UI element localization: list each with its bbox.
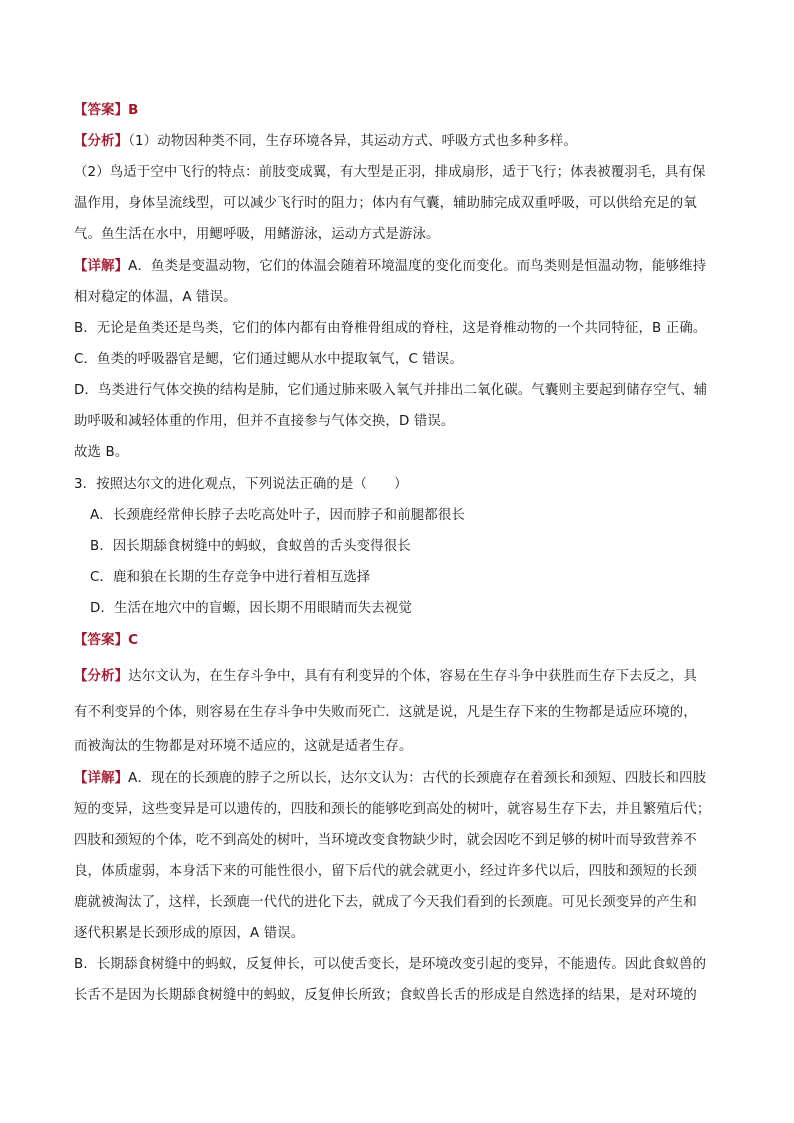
analysis-text: 达尔文认为，在生存斗争中，具有有利变异的个体，容易在生存斗争中获胜而生存下去反之，具 [128, 669, 697, 684]
detail-3-b-line-1: B．长期舔食树缝中的蚂蚁，反复伸长，可以使舌变长，是环境改变引起的变异，不能遗传。因此食蚁兽的 [74, 957, 707, 972]
detail-1-a-line-1 [74, 258, 734, 276]
detail-1-b-line: B．无论是鱼类还是鸟类，它们的体内都有由脊椎骨组成的脊柱，这是脊椎动物的一个共同特征，B 正确。 [74, 321, 707, 336]
answer-tag: 【答案】 [74, 103, 129, 118]
detail-3-a-line-2: 短的变异，这些变异是可以遗传的，四肢和颈长的能够吃到高处的树叶，就容易生存下去，并且繁殖后代； [74, 802, 711, 817]
detail-1-d-line-2: 助呼吸和减轻体重的作用，但并不直接参与气体交换，D 错误。 [74, 414, 455, 429]
analysis-1-p2-line-1: （2）鸟适于空中飞行的特点：前肢变成翼，有大型是正羽，排成扇形，适于飞行；体表被覆羽毛，具有保 [74, 165, 706, 180]
answer-1-line [74, 102, 734, 120]
question-3-stem: 3．按照达尔文的进化观点，下列说法正确的是（ ） [74, 477, 408, 492]
detail-3-a-line-6: 逐代积累是长颈形成的原因，A 错误。 [74, 926, 305, 941]
question-3-option-d: D．生活在地穴中的盲螈，因长期不用眼睛而失去视觉 [90, 601, 412, 616]
question-3-option-b: B．因长期舔食树缝中的蚂蚁，食蚁兽的舌头变得很长 [90, 539, 411, 554]
answer-value: B [128, 103, 139, 118]
analysis-1-line [74, 133, 734, 151]
analysis-tag: 【分析】 [74, 669, 129, 684]
question-3-option-c: C．鹿和狼在长期的生存竞争中进行着相互选择 [90, 570, 371, 585]
analysis-3-line-2: 有不利变异的个体，则容易在生存斗争中失败而死亡．这就是说，凡是生存下来的生物都是适应环境的， [74, 705, 697, 720]
detail-1-conclusion: 故选 B。 [74, 445, 129, 460]
analysis-text: （1）动物因种类不同，生存环境各异，其运动方式、呼吸方式也多种多样。 [128, 134, 577, 149]
detail-1-a-line-2: 相对稳定的体温，A 错误。 [74, 290, 237, 305]
detail-3-b-line-2: 长舌不是因为长期舔食树缝中的蚂蚁，反复伸长所致；食蚁兽长舌的形成是自然选择的结果，是对环境的 [74, 988, 697, 1003]
detail-3-a-line-3: 四肢和颈短的个体，吃不到高处的树叶，当环境改变食物缺少时，就会因吃不到足够的树叶而导致营养不 [74, 833, 697, 848]
detail-1-c-line: C．鱼类的呼吸器官是鳃，它们通过鳃从水中提取氧气，C 错误。 [74, 352, 464, 367]
answer-value: C [128, 633, 139, 648]
detail-3-a-line-1 [74, 770, 734, 788]
detail-text: A．现在的长颈鹿的脖子之所以长，达尔文认为：古代的长颈鹿存在着颈长和颈短、四肢长和四肢 [128, 771, 707, 786]
answer-tag: 【答案】 [74, 633, 129, 648]
answer-3-line [74, 632, 734, 650]
detail-3-a-line-5: 鹿就被淘汰了，这样，长颈鹿一代代的进化下去，就成了今天我们看到的长颈鹿。可见长颈变异的产生和 [74, 895, 697, 910]
analysis-tag: 【分析】 [74, 134, 129, 149]
detail-text: A．鱼类是变温动物，它们的体温会随着环境温度的变化而变化。而鸟类则是恒温动物，能够维持 [128, 259, 707, 274]
detail-tag: 【详解】 [74, 259, 129, 274]
detail-1-d-line-1: D．鸟类进行气体交换的结构是肺，它们通过肺来吸入氧气并排出二氧化碳。气囊则主要起到储存空气、辅 [74, 383, 708, 398]
detail-tag: 【详解】 [74, 771, 129, 786]
question-3-option-a: A．长颈鹿经常伸长脖子去吃高处叶子，因而脖子和前腿都很长 [90, 508, 465, 523]
analysis-3-line-1 [74, 668, 734, 686]
detail-3-a-line-4: 良，体质虚弱，本身活下来的可能性很小，留下后代的就会就更小，经过许多代以后，四肢和颈短的长颈 [74, 864, 697, 879]
analysis-1-p2-line-2: 温作用，身体呈流线型，可以减少飞行时的阻力；体内有气囊，辅助肺完成双重呼吸，可以供给充足的氧 [74, 196, 697, 211]
analysis-1-p2-line-3: 气。鱼生活在水中，用鳃呼吸，用鳍游泳，运动方式是游泳。 [74, 227, 440, 242]
analysis-3-line-3: 而被淘汰的生物都是对环境不适应的，这就是适者生存。 [74, 739, 413, 754]
